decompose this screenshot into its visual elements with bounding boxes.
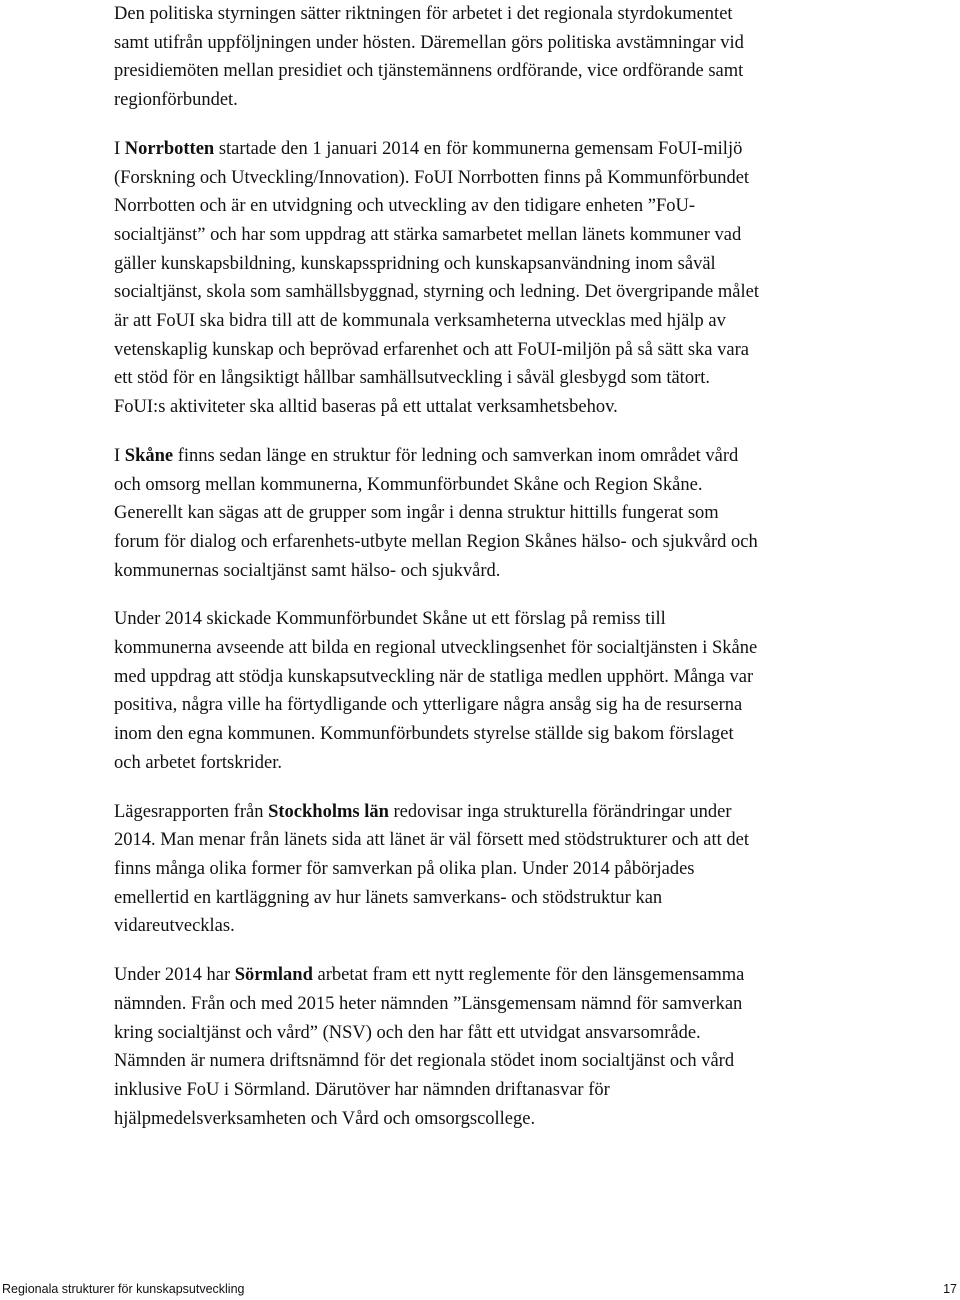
- paragraph-stockholm: [114, 798, 764, 942]
- page-footer: [0, 1282, 960, 1300]
- paragraph-text: startade den 1 januari 2014 en för kommunerna gemensam FoUI-miljö (Forskning och Utveckling/Innovation). FoUI Norrbotten finns på Kommunförbundet Norrbotten och är en utvidgning och utveckling av den tidigare enheten ”FoU-socialtjänst” och har som uppdrag att stärka samarbetet mellan länets kommuner vad gäller kunskapsbildning, kunskapsspridning och kunskapsanvändning inom såväl socialtjänst, skola som samhällsbyggnad, styrning och ledning. Det övergripande målet är att FoUI ska bidra till att de kommunala verksamheterna utvecklas med hjälp av vetenskaplig kunskap och beprövad erfarenhet och att FoUI-miljön på så sätt ska vara ett stöd för en långsiktigt hållbar samhällsutveckling i såväl glesbygd som tätort. FoUI:s aktiviteter ska alltid baseras på ett uttalat verksamhetsbehov.: [114, 138, 759, 418]
- document-body: [114, 0, 764, 1153]
- paragraph-text: Lägesrapporten från: [114, 801, 269, 822]
- paragraph-norrbotten: [114, 135, 764, 422]
- region-name-sormland: Sörmland: [234, 965, 313, 986]
- paragraph-text: I: [114, 445, 125, 466]
- paragraph-text: redovisar inga strukturella förändringar under 2014. Man menar från länets sida att länet är väl försett med stödstrukturer och att det finns många olika former för samverkan på olika plan. Under 2014 påbörjades emellertid en kartläggning av hur länets samverkans- och stödstruktur kan vidareutvecklas.: [114, 801, 749, 937]
- paragraph-text: Under 2014 skickade Kommunförbundet Skåne ut ett förslag på remiss till kommunerna avseende att bilda en regional utvecklingsenhet för socialtjänsten i Skåne med uppdrag att stödja kunskapsutveckling när de statliga medlen upphört. Många var positiva, några ville ha förtydligande och ytterligare några ansåg sig ha de resurserna inom den egna kommunen. Kommunförbundets styrelse ställde sig bakom förslaget och arbetet fortskrider.: [114, 609, 758, 773]
- paragraph-text: finns sedan länge en struktur för ledning och samverkan inom området vård och omsorg mellan kommunerna, Kommunförbundet Skåne och Region Skåne. Generellt kan sägas att de grupper som ingår i denna struktur hittills fungerat som forum för dialog och erfarenhets-utbyte mellan Region Skånes hälso- och sjukvård och kommunernas socialtjänst samt hälso- och sjukvård.: [114, 445, 758, 581]
- paragraph-sormland: [114, 961, 764, 1133]
- paragraph-skane: [114, 442, 764, 586]
- paragraph-text: Den politiska styrningen sätter riktningen för arbetet i det regionala styrdokumentet samt utifrån uppföljningen under hösten. Däremellan görs politiska avstämningar vid presidiemöten mellan presidiet och tjänstemännens ordförande, vice ordförande samt regionförbundet.: [114, 4, 744, 111]
- paragraph-text: arbetat fram ett nytt reglemente för den länsgemensamma nämnden. Från och med 2015 heter nämnden ”Länsgemensam nämnd för samverkan kring socialtjänst och vård” (NSV) och den har fått ett utvidgat ansvarsområde. Nämnden är numera driftsnämnd för det regionala stödet inom socialtjänst och vård inklusive FoU i Sörmland. Därutöver har nämnden driftanasvar för hjälpmedelsverksamheten och Vård och omsorgscollege.: [114, 965, 745, 1129]
- paragraph-text: I: [114, 138, 125, 159]
- paragraph-intro: [114, 0, 764, 115]
- region-name-norrbotten: Norrbotten: [124, 138, 215, 159]
- paragraph-skane-remiss: [114, 605, 764, 777]
- footer-document-title: Regionala strukturer för kunskapsutveckling: [2, 1282, 245, 1296]
- footer-page-number: 17: [943, 1282, 957, 1296]
- region-name-stockholm: Stockholms län: [268, 801, 389, 822]
- paragraph-text: Under 2014 har: [114, 965, 235, 986]
- region-name-skane: Skåne: [124, 445, 174, 466]
